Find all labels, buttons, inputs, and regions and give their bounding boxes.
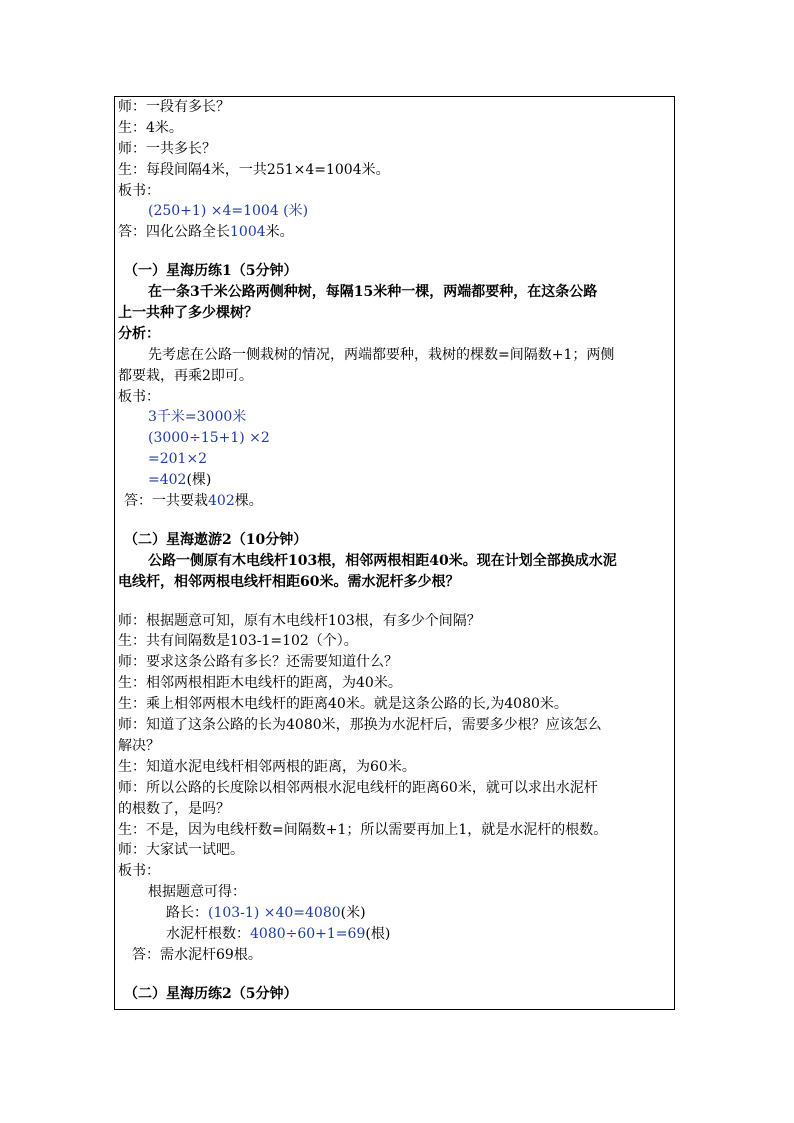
formula-label: 路长： [166,905,208,922]
board-formula: 3千米=3000米 [148,409,247,426]
formula-label: 水泥杆根数： [166,925,250,942]
section-title: （二）星海遨游2（10分钟） [124,531,308,548]
board-label: 板书： [118,863,160,880]
dialogue-line: 的根数了，是吗？ [118,800,230,817]
answer-line [118,491,674,512]
answer-line: 答：需水泥杆69根。 [132,946,262,963]
answer-value: 402 [208,493,235,510]
answer-line [118,222,674,243]
board-line: 根据题意可得： [148,884,246,901]
dialogue-line: 生：共有间隔数是103-1=102（个）。 [118,633,358,650]
analysis-line: 先考虑在公路一侧栽树的情况，两端都要种，栽树的棵数=间隔数+1；两侧 [148,346,615,363]
answer-text: 答：四化公路全长 [118,224,230,241]
answer-unit: 棵。 [234,493,263,510]
formula-unit: (米) [340,905,366,922]
board-formula: (250+1) ×4=1004 (米) [148,203,309,220]
dialogue-line: 师：知道了这条公路的长为4080米，那换为水泥杆后，需要多少根？应该怎么 [118,717,602,734]
dialogue-line: 师：要求这条公路有多长？还需要知道什么？ [118,654,398,671]
dialogue-line: 生：不是，因为电线杆数=间隔数+1；所以需要再加上1，就是水泥杆的根数。 [118,821,608,838]
dialogue-line: 生：知道水泥电线杆相邻两根的距离，为60米。 [118,758,416,775]
answer-text: 答：一共要栽 [124,493,208,510]
section-title: （一）星海历练1（5分钟） [124,263,298,280]
board-formula [118,903,674,924]
question-line: 电线杆，相邻两根电线杆相距60米。需水泥杆多少根？ [118,573,460,590]
lesson-content [118,97,674,1005]
question-line: 公路一侧原有木电线杆103根，相邻两根相距40米。现在计划全部换成水泥 [148,552,617,569]
board-formula: (3000÷15+1) ×2 [148,430,270,447]
question-line: 上一共种了多少棵树？ [118,305,258,322]
board-formula [118,924,674,945]
dialogue-line: 生：每段间隔4米，一共251×4=1004米。 [118,161,390,178]
formula-value: =402 [148,472,187,489]
board-formula [118,470,674,491]
formula-value: 4080÷60+1=69 [250,925,366,942]
formula-unit: (根) [365,925,391,942]
question-line: 在一条3千米公路两侧种树，每隔15米种一棵，两端都要种，在这条公路 [148,284,598,301]
section-title: （二）星海历练2（5分钟） [124,985,298,1002]
answer-value: 1004 [230,224,266,241]
dialogue-line: 师：一共多长？ [118,140,216,157]
dialogue-line: 生：相邻两根相距木电线杆的距离，为40米。 [118,675,402,692]
dialogue-line: 师：大家试一试吧。 [118,842,244,859]
board-formula: =201×2 [148,451,208,468]
board-label: 板书： [118,388,160,405]
analysis-label: 分析： [118,325,160,342]
dialogue-line: 生：4米。 [118,119,183,136]
dialogue-line: 解决？ [118,737,160,754]
dialogue-line: 师：一段有多长？ [118,99,230,115]
formula-value: (103-1) ×40=4080 [208,905,341,922]
formula-unit: (棵) [186,472,212,489]
dialogue-line: 生：乘上相邻两根木电线杆的距离40米。就是这条公路的长,为4080米。 [118,696,568,713]
board-label: 板书： [118,182,160,199]
dialogue-line: 师：根据题意可知，原有木电线杆103根，有多少个间隔？ [118,612,481,629]
analysis-line: 都要栽，再乘2即可。 [118,367,253,384]
answer-unit: 米。 [265,224,294,241]
dialogue-line: 师：所以公路的长度除以相邻两根水泥电线杆的距离60米，就可以求出水泥杆 [118,779,598,796]
